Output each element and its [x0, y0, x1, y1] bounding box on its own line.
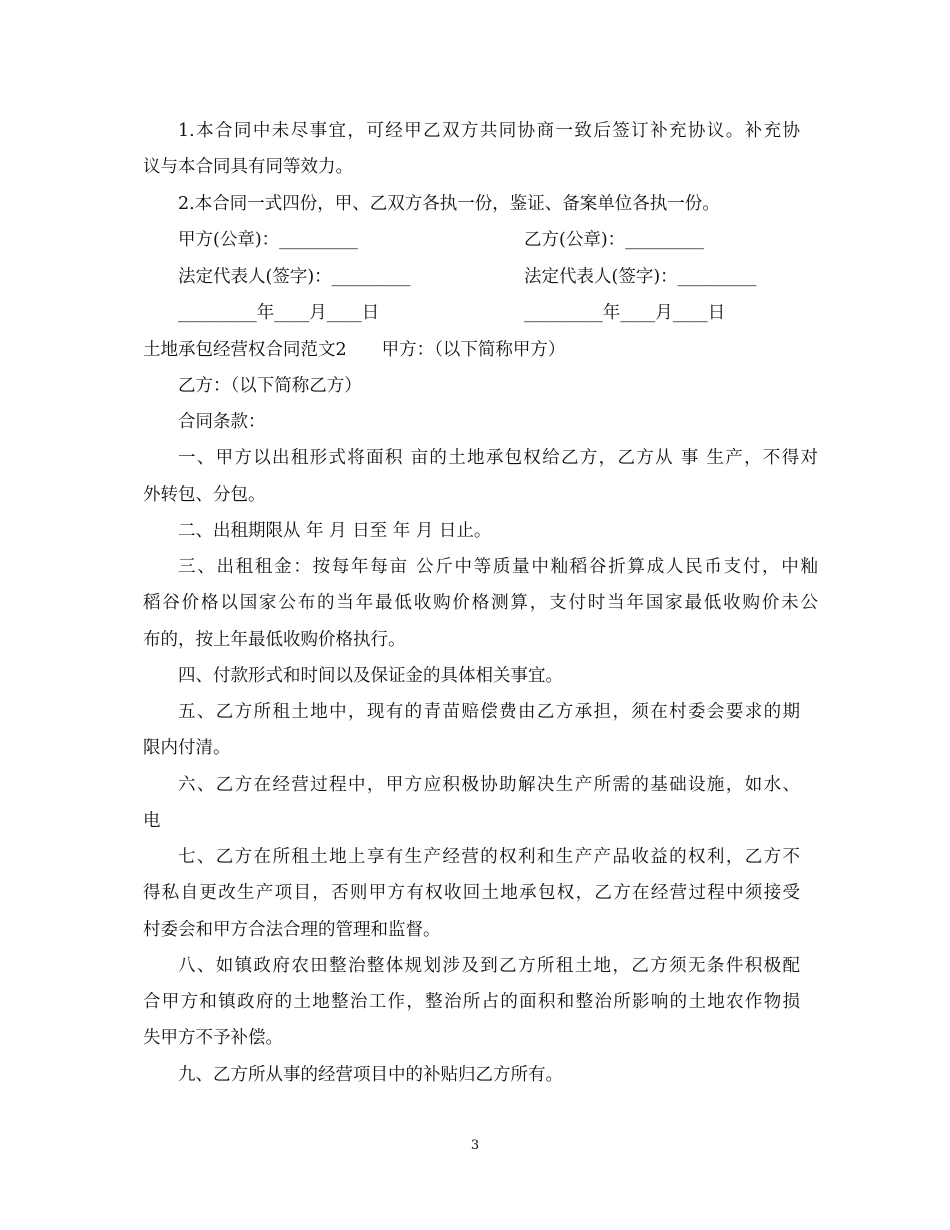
paragraph-line: 二、出租期限从 年 月 日至 年 月 日止。	[178, 521, 492, 541]
paragraph-line: 外转包、分包。	[143, 485, 266, 505]
paragraph-line: 2.本合同一式四份，甲、乙双方各执一份，鉴证、备案单位各执一份。	[178, 194, 720, 214]
page-number: 3	[470, 1138, 480, 1153]
paragraph-line: 电	[143, 811, 161, 831]
paragraph-line: 三、出租租金：按每年每亩 公斤中等质量中籼稻谷折算成人民币支付，中籼	[178, 557, 818, 577]
paragraph-line: 七、乙方在所租土地上享有生产经营的权利和生产产品收益的权利，乙方不	[178, 847, 800, 867]
paragraph-line: 得私自更改生产项目，否则甲方有权收回土地承包权，乙方在经营过程中须接受	[143, 883, 800, 903]
paragraph-line: 九、乙方所从事的经营项目中的补贴归乙方所有。	[178, 1065, 563, 1085]
party-b-representative: 法定代表人(签字)：_________	[524, 267, 757, 287]
paragraph-line: 八、如镇政府农田整治整体规划涉及到乙方所租土地，乙方须无条件积极配	[178, 956, 800, 976]
paragraph-line: 限内付清。	[143, 738, 231, 758]
section-heading: 土地承包经营权合同范文2 甲方：（以下简称甲方）	[143, 340, 566, 360]
party-a-date: _________年____月____日	[178, 303, 380, 323]
paragraph-line: 乙方：（以下简称乙方）	[178, 376, 362, 396]
paragraph-line: 1.本合同中未尽事宜，可经甲乙双方共同协商一致后签订补充协议。补充协	[178, 121, 800, 141]
paragraph-line: 稻谷价格以国家公布的当年最低收购价格测算，支付时当年国家最低收购价未公	[143, 593, 818, 613]
paragraph-line: 一、甲方以出租形式将面积 亩的土地承包权给乙方，乙方从 事 生产，不得对	[178, 448, 818, 468]
party-b-seal: 乙方(公章)：_________	[524, 230, 704, 250]
paragraph-line: 合甲方和镇政府的土地整治工作，整治所占的面积和整治所影响的土地农作物损	[143, 992, 800, 1012]
paragraph-line: 四、付款形式和时间以及保证金的具体相关事宜。	[178, 666, 563, 686]
party-a-representative: 法定代表人(签字)：_________	[178, 267, 411, 287]
party-b-date: _________年____月____日	[524, 303, 726, 323]
party-a-seal: 甲方(公章)：_________	[178, 230, 358, 250]
paragraph-line: 五、乙方所租土地中，现有的青苗赔偿费由乙方承担，须在村委会要求的期	[178, 702, 800, 722]
paragraph-line: 失甲方不予补偿。	[143, 1028, 283, 1048]
paragraph-line: 合同条款：	[178, 412, 266, 432]
paragraph-line: 议与本合同具有同等效力。	[143, 157, 353, 177]
paragraph-line: 布的，按上年最低收购价格执行。	[143, 630, 406, 650]
paragraph-line: 村委会和甲方合法合理的管理和监督。	[143, 920, 441, 940]
paragraph-line: 六、乙方在经营过程中，甲方应积极协助解决生产所需的基础设施，如水、	[178, 775, 800, 795]
